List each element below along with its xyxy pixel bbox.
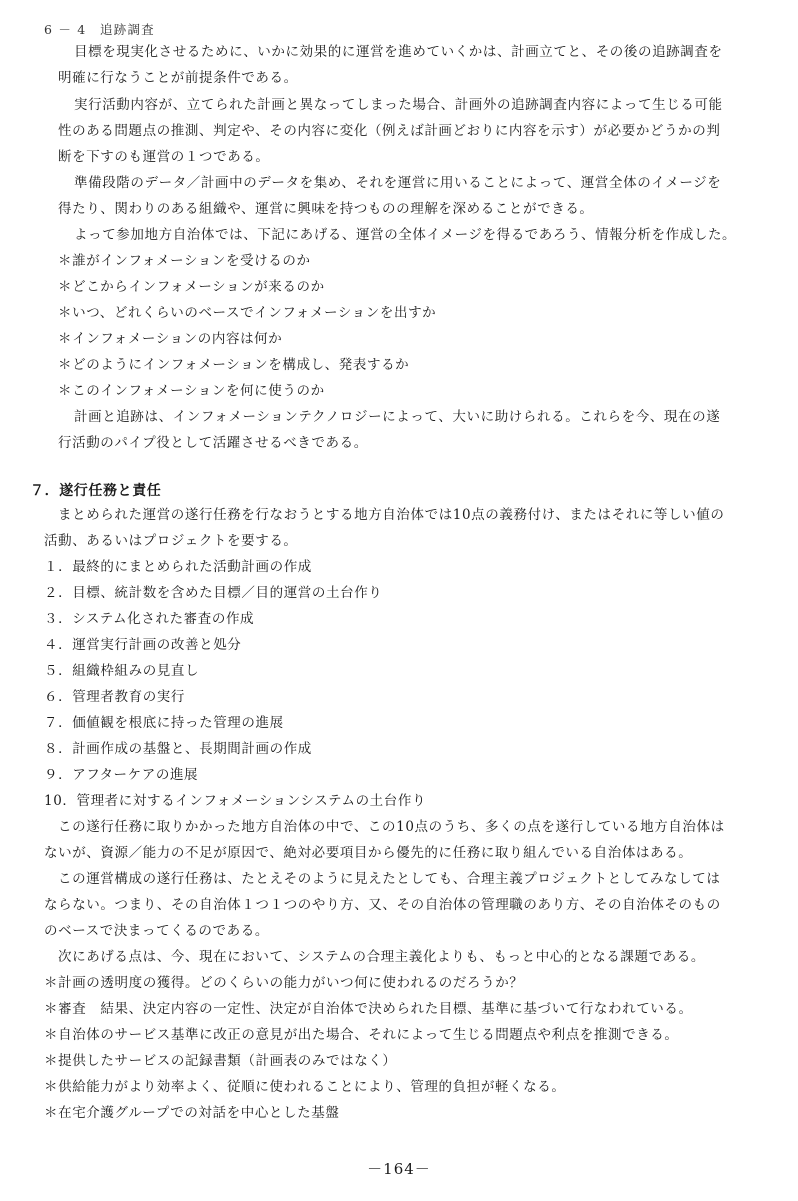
paragraph-line: 計画と追跡は、インフォメーションテクノロジーによって、大いに助けられる。これらを今、現在の遂 xyxy=(74,409,721,425)
section-6-4-heading: 6 － 4 追跡調査 xyxy=(44,22,155,37)
bullet-item: ＊誰がインフォメーションを受けるのか xyxy=(58,253,311,269)
bullet-item: ＊計画の透明度の獲得。どのくらいの能力がいつ何に使われるのだろうか？ xyxy=(44,975,524,991)
paragraph-line: 行活動のパイプ役として活躍させるべきである。 xyxy=(58,435,368,451)
paragraph-line: 次にあげる点は、今、現在において、システムの合理主義化よりも、もっと中心的となる課題である。 xyxy=(58,949,705,965)
numbered-item: 10．管理者に対するインフォメーションシステムの土台作り xyxy=(44,793,427,809)
numbered-item: １．最終的にまとめられた活動計画の作成 xyxy=(44,559,312,575)
paragraph-line: 明確に行なうことが前提条件である。 xyxy=(58,70,298,86)
bullet-item: ＊いつ、どれくらいのベースでインフォメーションを出すか xyxy=(58,305,437,321)
paragraph-line: 準備段階のデータ／計画中のデータを集め、それを運営に用いることによって、運営全体のイメージを xyxy=(74,175,722,191)
paragraph-line: 断を下すのも運営の１つである。 xyxy=(58,149,270,165)
bullet-item: ＊審査 結果、決定内容の一定性、決定が自治体で決められた目標、基準に基づいて行なわれている。 xyxy=(44,1001,693,1017)
bullet-item: ＊供給能力がより効率よく、従順に使われることにより、管理的負担が軽くなる。 xyxy=(44,1079,566,1095)
numbered-item: ７．価値観を根底に持った管理の進展 xyxy=(44,715,284,731)
paragraph-line: のベースで決まってくるのである。 xyxy=(44,923,269,939)
paragraph-line: ないが、資源／能力の不足が原因で、絶対必要項目から優先的に任務に取り組んでいる自治体はある。 xyxy=(44,845,693,861)
numbered-item: ４．運営実行計画の改善と処分 xyxy=(44,637,242,653)
bullet-item: ＊自治体のサービス基準に改正の意見が出た場合、それによって生じる問題点や利点を推測できる。 xyxy=(44,1027,679,1043)
paragraph-line: 活動、あるいはプロジェクトを要する。 xyxy=(44,533,298,549)
paragraph-line: 目標を現実化させるために、いかに効果的に運営を進めていくかは、計画立てと、その後の追跡調査を xyxy=(74,44,723,60)
bullet-item: ＊在宅介護グループでの対話を中心とした基盤 xyxy=(44,1105,340,1121)
bullet-item: ＊どこからインフォメーションが来るのか xyxy=(58,279,325,295)
paragraph-line: ならない。つまり、その自治体１つ１つのやり方、又、その自治体の管理職のあり方、その自治体そのもの xyxy=(44,897,721,913)
paragraph-line: 得たり、関わりのある組織や、運営に興味を持つものの理解を深めることができる。 xyxy=(58,201,594,217)
bullet-item: ＊提供したサービスの記録書類（計画表のみではなく） xyxy=(44,1053,397,1069)
numbered-item: ９．アフターケアの進展 xyxy=(44,767,199,783)
section-7-heading: ７．遂行任務と責任 xyxy=(30,483,162,499)
bullet-item: ＊このインフォメーションを何に使うのか xyxy=(58,383,325,399)
paragraph-line: この遂行任務に取りかかった地方自治体の中で、この10点のうち、多くの点を遂行している地方自治体は xyxy=(58,819,725,835)
paragraph-line: 性のある問題点の推測、判定や、その内容に変化（例えば計画どおりに内容を示す）が必要かどうかの判 xyxy=(58,123,721,139)
paragraph-line: この運営構成の遂行任務は、たとえそのように見えたとしても、合理主義プロジェクトとしてみなしては xyxy=(58,871,721,887)
numbered-item: ２．目標、統計数を含めた目標／目的運営の土台作り xyxy=(44,585,383,601)
numbered-item: ８．計画作成の基盤と、長期間計画の作成 xyxy=(44,741,312,757)
numbered-item: ３．システム化された審査の作成 xyxy=(44,611,255,627)
bullet-item: ＊インフォメーションの内容は何か xyxy=(58,331,283,347)
numbered-item: ６．管理者教育の実行 xyxy=(44,689,185,705)
page-number: －164－ xyxy=(367,1160,431,1178)
paragraph-line: まとめられた運営の遂行任務を行なおうとする地方自治体では10点の義務付け、またはそれに等しい値の xyxy=(58,507,725,523)
numbered-item: ５．組織枠組みの見直し xyxy=(44,663,200,679)
paragraph-line: よって参加地方自治体では、下記にあげる、運営の全体イメージを得るであろう、情報分析を作成した。 xyxy=(74,227,737,243)
paragraph-line: 実行活動内容が、立てられた計画と異なってしまった場合、計画外の追跡調査内容によって生じる可能 xyxy=(74,97,723,113)
bullet-item: ＊どのようにインフォメーションを構成し、発表するか xyxy=(58,357,410,373)
